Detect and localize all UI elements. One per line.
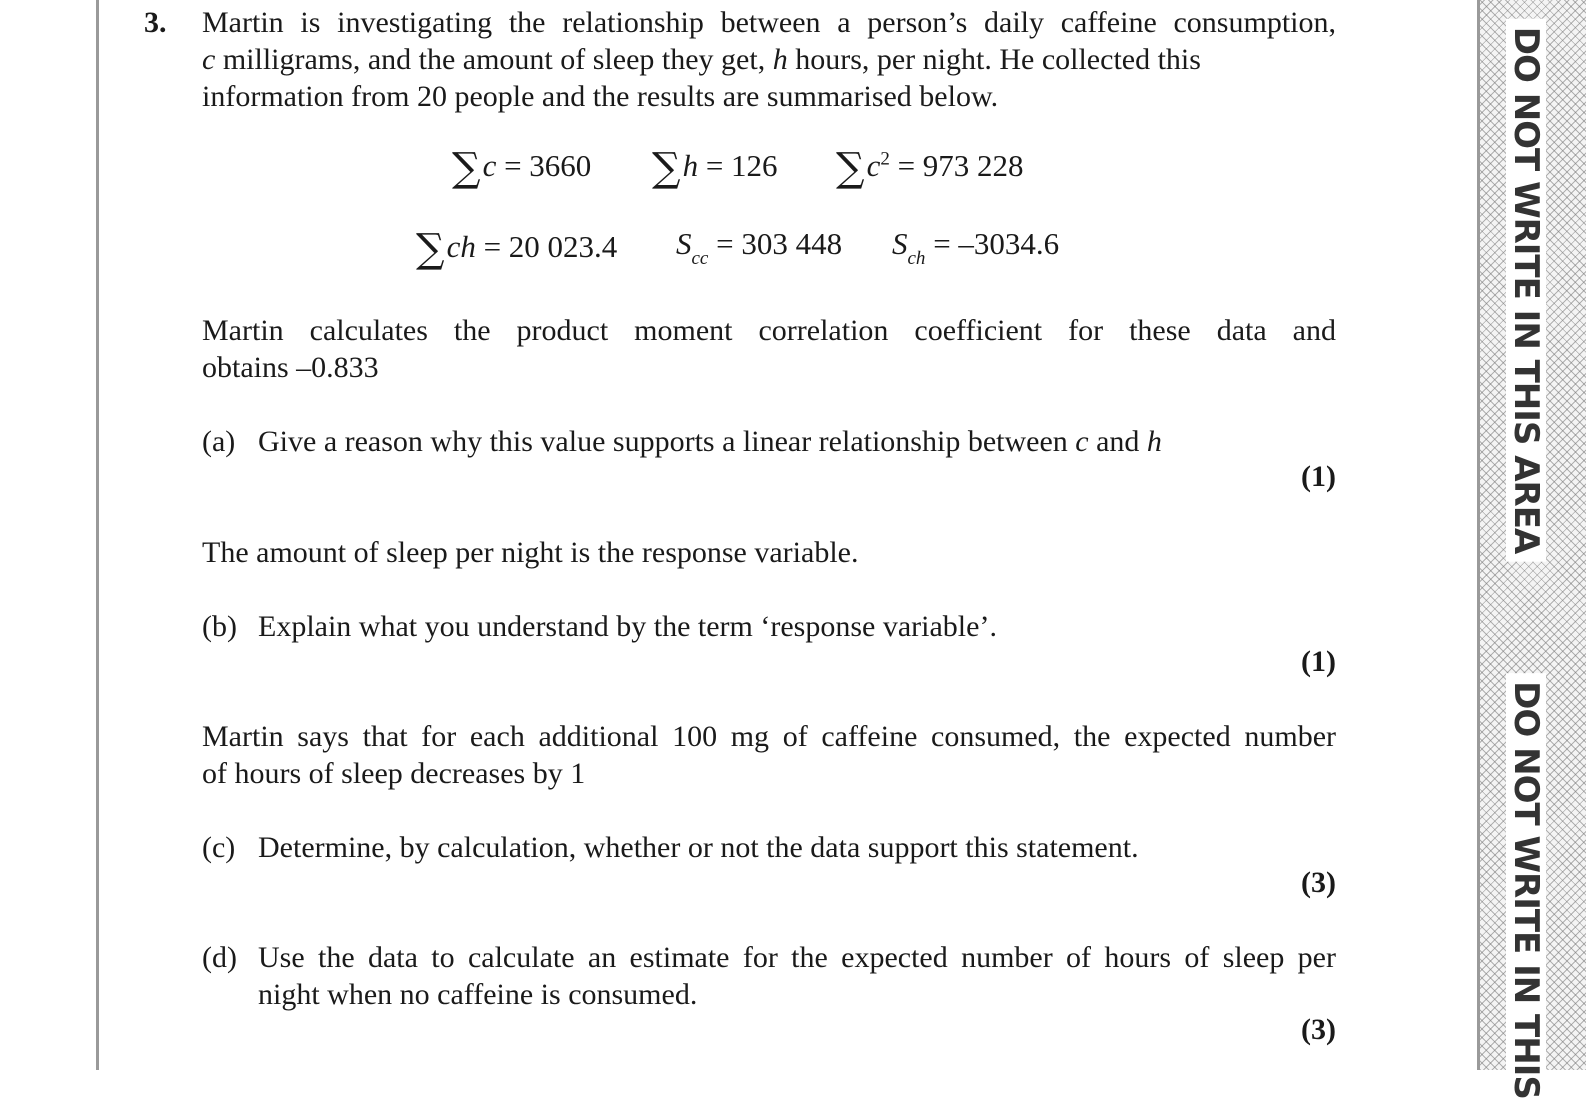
s-cc-value: = 303 448 <box>708 226 843 261</box>
var-h: h <box>772 43 788 76</box>
sum-ch-value: = 20 023.4 <box>475 229 618 264</box>
sum-h-var: h <box>682 148 699 183</box>
sigma-icon: ∑ <box>416 226 445 272</box>
sum-c-value: = 3660 <box>496 148 592 183</box>
sum-c <box>452 145 591 191</box>
part-a-label: (a) <box>202 425 236 458</box>
sum-c2-value: = 973 228 <box>889 148 1024 183</box>
question-number: 3. <box>144 6 167 39</box>
sum-c2-var: c <box>866 148 881 183</box>
intro-line-2-text <box>202 41 1201 78</box>
sum-ch-var: ch <box>446 229 476 264</box>
claim-line-2: of hours of sleep decreases by 1 <box>202 757 586 790</box>
s-cc-symbol: S <box>676 226 692 261</box>
sum-h-value: = 126 <box>698 148 778 183</box>
intro-line-2 <box>202 41 1336 78</box>
pmcc-line-1: Martin calculates the product moment correlation coefficient for these data and <box>202 314 1336 347</box>
s-ch-value: = –3034.6 <box>925 226 1060 261</box>
var-c: c <box>202 43 216 76</box>
sum-h <box>652 145 778 191</box>
sum-c2-exponent: 2 <box>880 148 890 170</box>
part-a-and: and <box>1096 425 1140 458</box>
part-d-label: (d) <box>202 941 237 974</box>
part-a-text <box>258 423 1162 460</box>
margin-warning-2: DO NOT WRITE IN THIS <box>1506 673 1546 1107</box>
part-b-text: Explain what you understand by the term ‘response variable’. <box>258 610 997 643</box>
part-b-label: (b) <box>202 610 237 643</box>
response-statement: The amount of sleep per night is the response variable. <box>202 536 859 569</box>
part-a-question: Give a reason why this value supports a linear relationship between <box>258 425 1068 458</box>
sigma-icon: ∑ <box>836 145 865 191</box>
part-c-text: Determine, by calculation, whether or not the data support this statement. <box>258 831 1139 864</box>
sum-c-squared <box>836 145 1024 191</box>
intro-text-b: milligrams, and the amount of sleep they get, <box>222 43 766 76</box>
part-a-var-c: c <box>1075 425 1089 458</box>
part-a-var-h: h <box>1146 425 1162 458</box>
intro-text-d: hours, per night. He collected this <box>795 43 1201 76</box>
s-ch <box>892 226 1060 269</box>
part-b-marks: (1) <box>1301 645 1336 678</box>
part-d-marks: (3) <box>1301 1013 1336 1046</box>
part-c-label: (c) <box>202 831 236 864</box>
part-c-marks: (3) <box>1301 866 1336 899</box>
part-a-marks: (1) <box>1301 460 1336 493</box>
claim-line-1: Martin says that for each additional 100 mg of caffeine consumed, the expected number <box>202 720 1336 753</box>
sigma-icon: ∑ <box>652 145 681 191</box>
part-d-line-1: Use the data to calculate an estimate for the expected number of hours of sleep per <box>258 941 1336 974</box>
sum-ch <box>416 226 617 272</box>
left-margin-border <box>96 0 99 1070</box>
s-cc-subscript: cc <box>691 248 709 269</box>
sigma-icon: ∑ <box>452 145 481 191</box>
s-ch-symbol: S <box>892 226 908 261</box>
s-ch-subscript: ch <box>907 248 926 269</box>
pmcc-line-2: obtains –0.833 <box>202 351 379 384</box>
s-cc <box>676 226 843 269</box>
intro-line-1: Martin is investigating the relationship between a person’s daily caffeine consumption, <box>202 6 1336 39</box>
margin-warning-1: DO NOT WRITE IN THIS AREA <box>1506 19 1546 562</box>
intro-line-3: information from 20 people and the results are summarised below. <box>202 80 999 113</box>
sum-c-var: c <box>482 148 497 183</box>
part-d-line-2: night when no caffeine is consumed. <box>258 978 698 1011</box>
